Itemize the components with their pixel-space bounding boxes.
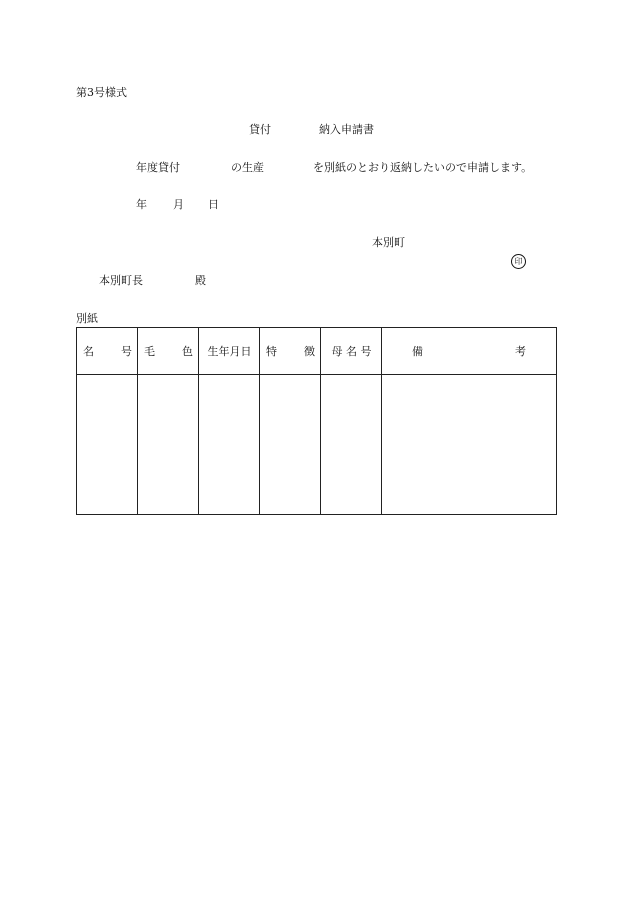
addressee-honorific: 殿 xyxy=(195,274,206,287)
header-features: 特 徴 xyxy=(260,328,321,375)
date-year: 年 xyxy=(136,198,147,211)
form-number: 第3号様式 xyxy=(76,86,127,99)
header-dam-name: 母 名 号 xyxy=(321,328,382,375)
addressee-name: 本別町長 xyxy=(99,274,143,287)
date-month: 月 xyxy=(173,198,184,211)
title-part-2: 納入申請書 xyxy=(319,123,374,136)
body-text-part-3: を別紙のとおり返納したいので申請します。 xyxy=(313,161,533,174)
header-coat-color: 毛 色 xyxy=(138,328,199,375)
body-text-part-1: 年度貸付 xyxy=(136,161,180,174)
table-cell xyxy=(77,375,138,515)
table-cell xyxy=(321,375,382,515)
table-row xyxy=(77,375,557,515)
date-day: 日 xyxy=(208,198,219,211)
table-cell xyxy=(199,375,260,515)
table-cell xyxy=(382,375,557,515)
table-cell xyxy=(138,375,199,515)
seal-mark: 印 xyxy=(511,254,526,269)
title-part-1: 貸付 xyxy=(249,123,271,136)
attachment-table xyxy=(76,327,557,515)
attachment-label: 別紙 xyxy=(76,312,98,325)
applicant-town: 本別町 xyxy=(372,236,405,249)
header-birth-date: 生年月日 xyxy=(199,328,260,375)
header-name-number: 名 号 xyxy=(77,328,138,375)
body-text-part-2: の生産 xyxy=(231,161,264,174)
header-remarks: 備 考 xyxy=(382,328,557,375)
table-header-row xyxy=(77,328,557,375)
table-cell xyxy=(260,375,321,515)
